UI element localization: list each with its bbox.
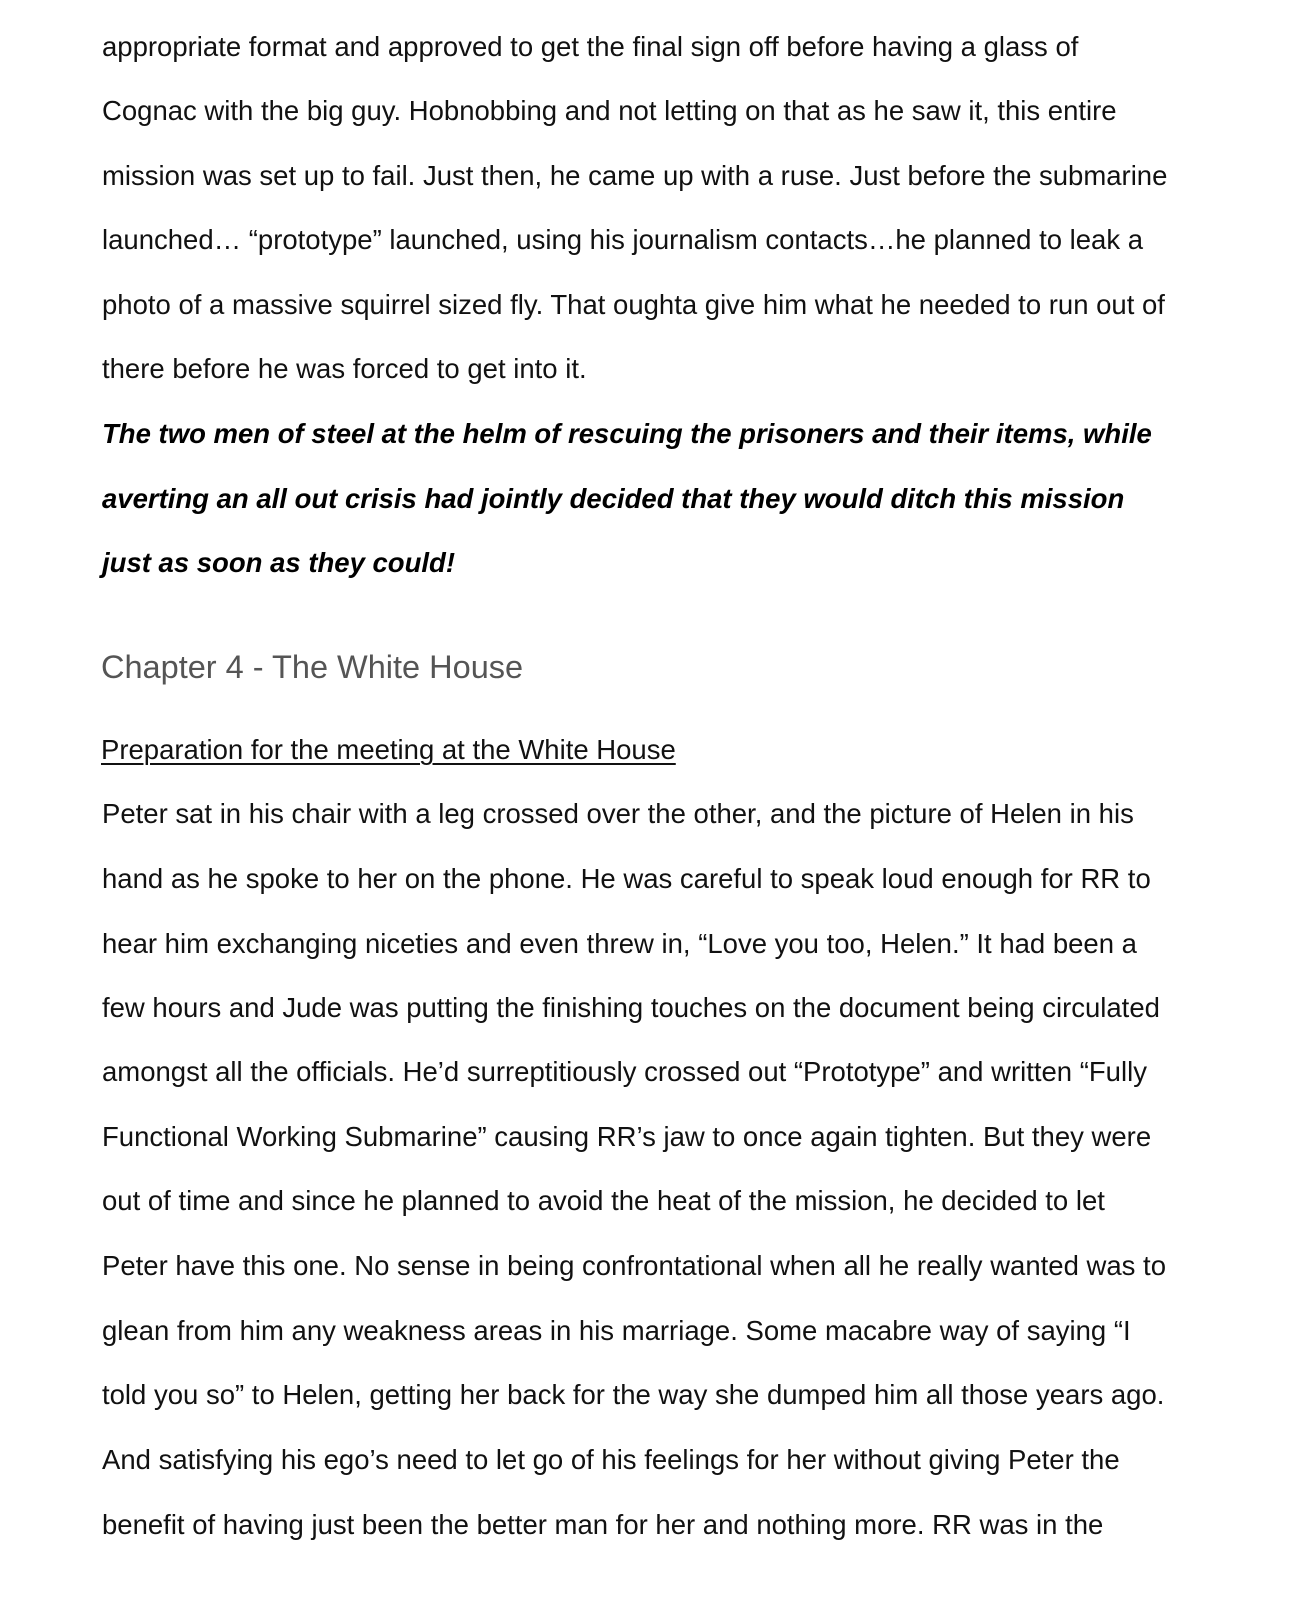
- main-line-7: out of time and since he planned to avoid the heat of the mission, he decided to let: [102, 1185, 1105, 1216]
- main-line-5: amongst all the officials. He’d surreptitiously crossed out “Prototype” and written “Fully: [102, 1056, 1147, 1087]
- emphasis-line-3: just as soon as they could!: [102, 547, 455, 578]
- main-line-12: benefit of having just been the better man for her and nothing more. RR was in the: [102, 1509, 1104, 1540]
- emphasis-line-2: averting an all out crisis had jointly decided that they would ditch this mission: [102, 483, 1125, 514]
- main-line-2: hand as he spoke to her on the phone. He was careful to speak loud enough for RR to: [102, 863, 1151, 894]
- main-line-11: And satisfying his ego’s need to let go of his feelings for her without giving Peter the: [102, 1444, 1120, 1475]
- emphasis-line-1: The two men of steel at the helm of rescuing the prisoners and their items, while: [102, 418, 1152, 449]
- intro-line-6: there before he was forced to get into it.: [102, 353, 587, 384]
- main-line-3: hear him exchanging niceties and even threw in, “Love you too, Helen.” It had been a: [102, 928, 1137, 959]
- main-line-10: told you so” to Helen, getting her back for the way she dumped him all those years ago.: [102, 1379, 1165, 1410]
- intro-line-5: photo of a massive squirrel sized fly. That oughta give him what he needed to run out of: [102, 289, 1165, 320]
- intro-line-4: launched… “prototype” launched, using his journalism contacts…he planned to leak a: [102, 224, 1144, 255]
- intro-line-3: mission was set up to fail. Just then, he came up with a ruse. Just before the submarine: [102, 160, 1168, 191]
- main-line-1: Peter sat in his chair with a leg crossed over the other, and the picture of Helen in his: [102, 798, 1134, 829]
- chapter-title: Chapter 4 - The White House: [101, 649, 524, 685]
- main-line-9: glean from him any weakness areas in his marriage. Some macabre way of saying “I: [102, 1315, 1131, 1346]
- section-title: Preparation for the meeting at the White House: [101, 734, 676, 765]
- main-line-4: few hours and Jude was putting the finishing touches on the document being circulated: [102, 992, 1160, 1023]
- main-line-6: Functional Working Submarine” causing RR’s jaw to once again tighten. But they were: [102, 1121, 1152, 1152]
- main-line-8: Peter have this one. No sense in being confrontational when all he really wanted was to: [102, 1250, 1166, 1281]
- intro-line-2: Cognac with the big guy. Hobnobbing and not letting on that as he saw it, this entire: [102, 95, 1117, 126]
- intro-line-1: appropriate format and approved to get the final sign off before having a glass of: [102, 31, 1079, 62]
